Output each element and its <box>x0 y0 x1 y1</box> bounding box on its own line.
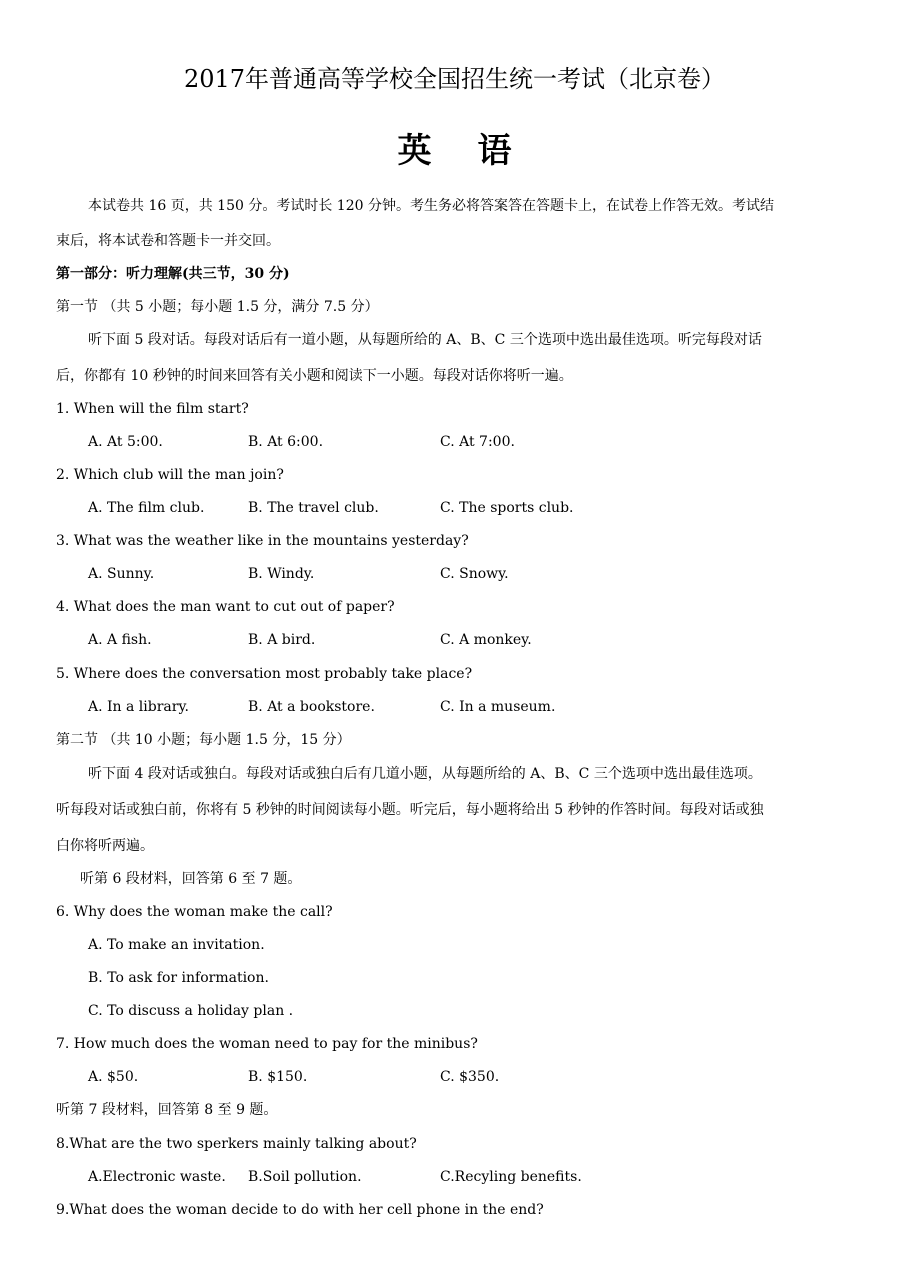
option-a: A. At 5:00. <box>88 434 163 450</box>
question-3: 3. What was the weather like in the mountains yesterday? <box>56 533 469 549</box>
subject-title: 英语 <box>397 131 558 171</box>
option-c: C. At 7:00. <box>440 434 515 450</box>
option-c: C. A monkey. <box>440 632 532 648</box>
question-1: 1. When will the film start? <box>56 401 249 417</box>
section2-instruction-1: 听下面 4 段对话或独白。每段对话或独白后有几道小题，从每题所给的 A、B、C 三个选项中选出最佳选项。 <box>88 766 762 782</box>
options-4 <box>0 630 909 650</box>
option-a: A. The film club. <box>88 500 205 516</box>
exam-title: 2017年普通高等学校全国招生统一考试（北京卷） <box>183 65 726 93</box>
option-c: C. $350. <box>440 1069 500 1085</box>
options-1 <box>0 432 909 452</box>
option-a: A. $50. <box>88 1069 139 1085</box>
options-7 <box>0 1067 909 1087</box>
option-b: B. A bird. <box>248 632 316 648</box>
intro-line-1: 本试卷共 16 页，共 150 分。考试时长 120 分钟。考生务必将答案答在答题卡上，在试卷上作答无效。考试结 <box>88 198 774 214</box>
question-6-option-c: C. To discuss a holiday plan . <box>88 1003 294 1019</box>
section2-instruction-2: 听每段对话或独白前，你将有 5 秒钟的时间阅读每小题。听完后，每小题将给出 5 秒钟的作答时间。每段对话或独 <box>56 802 764 818</box>
option-a: A.Electronic waste. <box>88 1169 226 1185</box>
material-6-note: 听第 6 段材料，回答第 6 至 7 题。 <box>80 871 302 887</box>
section1-instruction-1: 听下面 5 段对话。每段对话后有一道小题，从每题所给的 A、B、C 三个选项中选出最佳选项。听完每段对话 <box>88 332 762 348</box>
option-b: B. At 6:00. <box>248 434 324 450</box>
question-6-option-b: B. To ask for information. <box>88 970 269 986</box>
option-b: B. At a bookstore. <box>248 699 375 715</box>
option-b: B.Soil pollution. <box>248 1169 362 1185</box>
section2-instruction-3: 白你将听两遍。 <box>56 838 154 854</box>
question-7: 7. How much does the woman need to pay for the minibus? <box>56 1036 478 1052</box>
section1-heading: 第一节 （共 5 小题；每小题 1.5 分，满分 7.5 分） <box>56 299 379 315</box>
question-2: 2. Which club will the man join? <box>56 467 284 483</box>
part1-heading: 第一部分：听力理解(共三节，30 分) <box>56 266 290 282</box>
option-c: C. The sports club. <box>440 500 574 516</box>
option-b: B. Windy. <box>248 566 315 582</box>
section1-instruction-2: 后，你都有 10 秒钟的时间来回答有关小题和阅读下一小题。每段对话你将听一遍。 <box>56 368 573 384</box>
option-a: A. In a library. <box>88 699 189 715</box>
material-7-note: 听第 7 段材料，回答第 8 至 9 题。 <box>56 1102 278 1118</box>
question-5: 5. Where does the conversation most probably take place? <box>56 666 473 682</box>
option-a: A. Sunny. <box>88 566 155 582</box>
option-a: A. A fish. <box>88 632 152 648</box>
question-4: 4. What does the man want to cut out of paper? <box>56 599 395 615</box>
intro-line-2: 束后，将本试卷和答题卡一并交回。 <box>56 233 280 249</box>
question-9: 9.What does the woman decide to do with her cell phone in the end? <box>56 1202 544 1218</box>
option-c: C.Recyling benefits. <box>440 1169 582 1185</box>
option-c: C. Snowy. <box>440 566 509 582</box>
section2-heading: 第二节 （共 10 小题；每小题 1.5 分，15 分） <box>56 732 351 748</box>
question-6-option-a: A. To make an invitation. <box>88 937 265 953</box>
options-3 <box>0 564 909 584</box>
options-5 <box>0 697 909 717</box>
option-b: B. The travel club. <box>248 500 379 516</box>
options-2 <box>0 498 909 518</box>
option-b: B. $150. <box>248 1069 308 1085</box>
question-6: 6. Why does the woman make the call? <box>56 904 333 920</box>
option-c: C. In a museum. <box>440 699 556 715</box>
question-8: 8.What are the two sperkers mainly talking about? <box>56 1136 417 1152</box>
options-8 <box>0 1167 909 1187</box>
